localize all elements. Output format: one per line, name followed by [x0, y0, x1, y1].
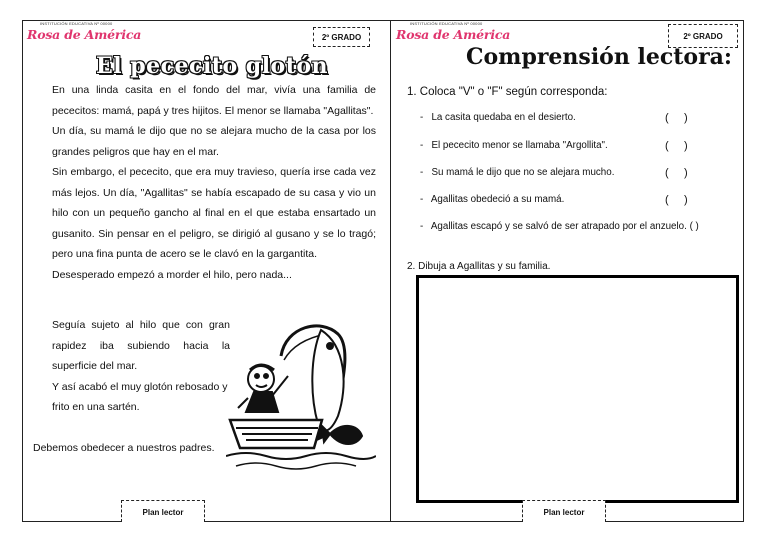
story-continuation	[52, 315, 230, 418]
answer-blank[interactable]: ( )	[665, 140, 688, 152]
school-name-right: INSTITUCIÓN EDUCATIVA Nº 00000	[410, 21, 483, 26]
question-2: 2. Dibuja a Agallitas y su familia.	[407, 261, 551, 272]
story-paragraph: Y así acabó el muy glotón rebosado y frito en una sartén.	[52, 380, 228, 413]
brand-logo-right: Rosa de América	[396, 27, 511, 42]
item-bullet: -	[420, 194, 424, 205]
story-paragraph: Seguía sujeto al hilo que con gran rapidez iba subiendo hacia la superficie del mar.	[52, 319, 230, 372]
footer-tab: Plan lector	[121, 500, 205, 522]
true-false-item	[420, 221, 699, 232]
story-paragraph: Desesperado empezó a morder el hilo, pero nada...	[52, 268, 292, 281]
answer-blank[interactable]: ( )	[665, 194, 688, 206]
item-text: Agallitas obedeció a su mamá.	[430, 194, 565, 205]
grade-box-right: 2º GRADO	[668, 24, 738, 48]
true-false-item	[420, 112, 688, 124]
story-paragraph: Un día, su mamá le dijo que no se alejara mucho de la casa por los grandes peligros que hay en el mar.	[52, 125, 376, 158]
fish-boat-illustration	[226, 316, 376, 474]
true-false-item	[420, 167, 688, 179]
true-false-item	[420, 140, 688, 152]
comprehension-title: Comprensión lectora:	[466, 44, 733, 70]
item-text: El pececito menor se llamaba "Argollita".	[431, 140, 608, 151]
footer-tab-right: Plan lector	[522, 500, 606, 522]
true-false-item	[420, 194, 688, 206]
school-name: INSTITUCIÓN EDUCATIVA Nº 00000	[40, 21, 113, 26]
item-text[interactable]: Agallitas escapó y se salvó de ser atrapado por el anzuelo. ( )	[430, 221, 699, 232]
story-title: El pececito glotón	[96, 53, 329, 79]
item-bullet: -	[420, 140, 424, 151]
answer-blank[interactable]: ( )	[665, 167, 688, 179]
story-moral: Debemos obedecer a nuestros padres.	[33, 442, 215, 454]
grade-box: 2º GRADO	[313, 27, 370, 47]
answer-blank[interactable]: ( )	[665, 112, 688, 124]
question-1: 1. Coloca "V" o "F" según corresponda:	[407, 86, 608, 98]
item-bullet: -	[420, 167, 424, 178]
item-text: Su mamá le dijo que no se alejara mucho.	[431, 167, 615, 178]
brand-logo: Rosa de América	[27, 27, 142, 42]
story-paragraph: En una linda casita en el fondo del mar, vivía una familia de pececitos: mamá, papá y tres hijitos. El menor se llamaba "Agallitas".	[52, 84, 376, 117]
item-bullet: -	[420, 112, 424, 123]
story-paragraph: Sin embargo, el pececito, que era muy travieso, quería irse cada vez más lejos. Un día, "Agallitas" se había escapado de su casa y vio un hilo con un pequeño gancho al final en el que estaba ensartado un gusanito. Sin pensar en el peligro, se dirigió al gusano y se lo tragó; pero una fina punta de acero se le clavó en la gargantita.	[52, 166, 376, 260]
story-text	[52, 80, 376, 285]
item-text: La casita quedaba en el desierto.	[431, 112, 576, 123]
item-bullet: -	[420, 221, 424, 232]
drawing-area[interactable]	[416, 275, 739, 503]
page-divider	[390, 20, 391, 522]
